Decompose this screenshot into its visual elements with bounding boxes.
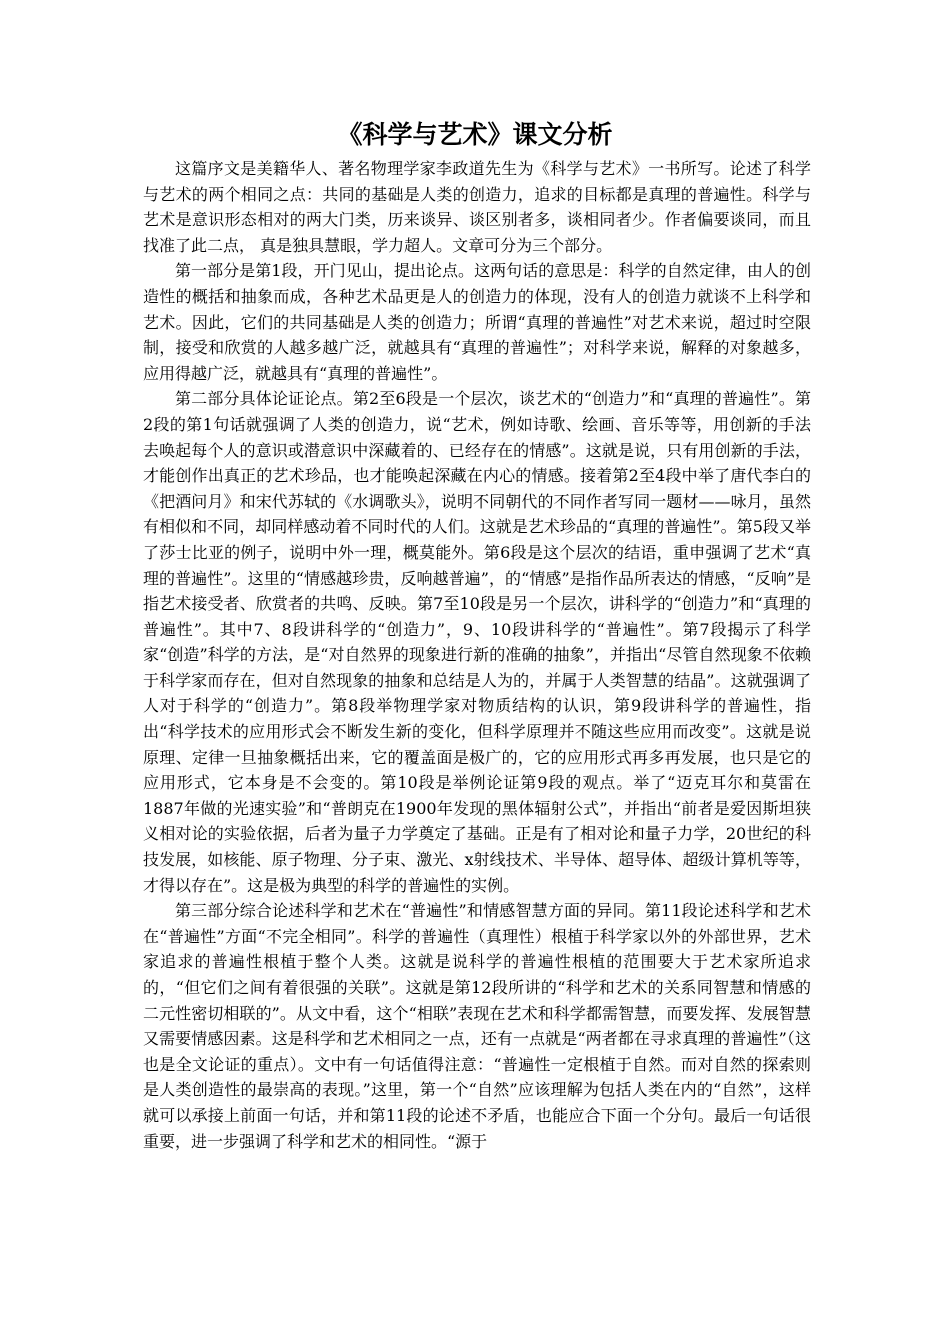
paragraph-part-two: 第二部分具体论证论点。第2至6段是一个层次，谈艺术的“创造力”和“真理的普遍性”。第2段的第1句话就强调了人类的创造力，说“艺术，例如诗歌、绘画、音乐等等，用创新的手法去唤起每个人的意识或潜意识中深藏着的、已经存在的情感”。这就是说，只有用创新的手法，才能创作出真正的艺术珍品，也才能唤起深藏在内心的情感。接着第2至4段中举了唐代李白的《把酒问月》和宋代苏轼的《水调歌头》，说明不同朝代的不同作者写同一题材——咏月，虽然有相似和不同，却同样感动着不同时代的人们。这就是艺术珍品的“真理的普遍性”。第5段又举了莎士比亚的例子，说明中外一理，概莫能外。第6段是这个层次的结语，重申强调了艺术“真理的普遍性”。这里的“情感越珍贵，反响越普遍”，的“情感”是指作品所表达的情感，“反响”是指艺术接受者、欣赏者的共鸣、反映。第7至10段是另一个层次，讲科学的“创造力”和“真理的普遍性”。其中7、8段讲科学的“创造力”，9、10段讲科学的“普遍性”。第7段揭示了科学家“创造”科学的方法，是“对自然界的现象进行新的准确的抽象”，并指出“尽管自然现象不依赖于科学家而存在，但对自然现象的抽象和总结是人为的，并属于人类智慧的结晶”。这就强调了人对于科学的“创造力”。第8段举物理学家对物质结构的认识，第9段讲科学的普遍性，指出“科学技术的应用形式会不断发生新的变化，但科学原理并不随这些应用而改变”。这就是说原理、定律一旦抽象概括出来，它的覆盖面是极广的，它的应用形式再多再发展，也只是它的应用形式，它本身是不会变的。第10段是举例论证第9段的观点。举了“迈克耳尔和莫雷在1887年做的光速实验”和“普朗克在1900年发现的黑体辐射公式”，并指出“前者是爱因斯坦狭义相对论的实验依据，后者为量子力学奠定了基础。正是有了相对论和量子力学，20世纪的科技发展，如核能、原子物理、分子束、激光、x射线技术、半导体、超导体、超级计算机等等，才得以存在”。这是极为典型的科学的普遍性的实例。 xyxy=(143,389,811,895)
document-title: 《科学与艺术》课文分析 xyxy=(337,120,613,149)
paragraph-part-one: 第一部分是第1段，开门见山，提出论点。这两句话的意思是：科学的自然定律，由人的创造性的概括和抽象而成，各种艺术品更是人的创造力的体现，没有人的创造力就谈不上科学和艺术。因此，它们的共同基础是人类的创造力；所谓“真理的普遍性”对艺术来说，超过时空限制，接受和欣赏的人越多越广泛，就越具有“真理的普遍性”；对科学来说，解释的对象越多，应用得越广泛，就越具有“真理的普遍性”。 xyxy=(143,261,811,383)
paragraph-intro: 这篇序文是美籍华人、著名物理学家李政道先生为《科学与艺术》一书所写。论述了科学与艺术的两个相同之点：共同的基础是人类的创造力，追求的目标都是真理的普遍性。科学与艺术是意识形态相对的两大门类，历来谈异、谈区别者多，谈相同者少。作者偏要谈同，而且找准了此二点， 真是独具慧眼，学力超人。文章可分为三个部分。 xyxy=(143,159,811,255)
paragraph-part-three: 第三部分综合论述科学和艺术在“普遍性”和情感智慧方面的异同。第11段论述科学和艺术在“普遍性”方面“不完全相同”。科学的普遍性（真理性）根植于科学家以外的外部世界，艺术家追求的普遍性根植于整个人类。这就是说科学的普遍性根植的范围要大于艺术家所追求的，“但它们之间有着很强的关联”。这就是第12段所讲的“科学和艺术的关系同智慧和情感的二元性密切相联的”。从文中看，这个“相联”表现在艺术和科学都需智慧，而要发挥、发展智慧又需要情感因素。这是科学和艺术相同之一点，还有一点就是“两者都在寻求真理的普遍性”（这也是全文论证的重点）。文中有一句话值得注意：“普遍性一定根植于自然。而对自然的探索则是人类创造性的最崇高的表现。”这里，第一个“自然”应该理解为包括人类在内的“自然”，这样就可以承接上前面一句话，并和第11段的论述不矛盾，也能应合下面一个分句。最后一句话很重要，进一步强调了科学和艺术的相同性。“源于 xyxy=(143,901,811,1151)
document-body xyxy=(143,156,811,1154)
